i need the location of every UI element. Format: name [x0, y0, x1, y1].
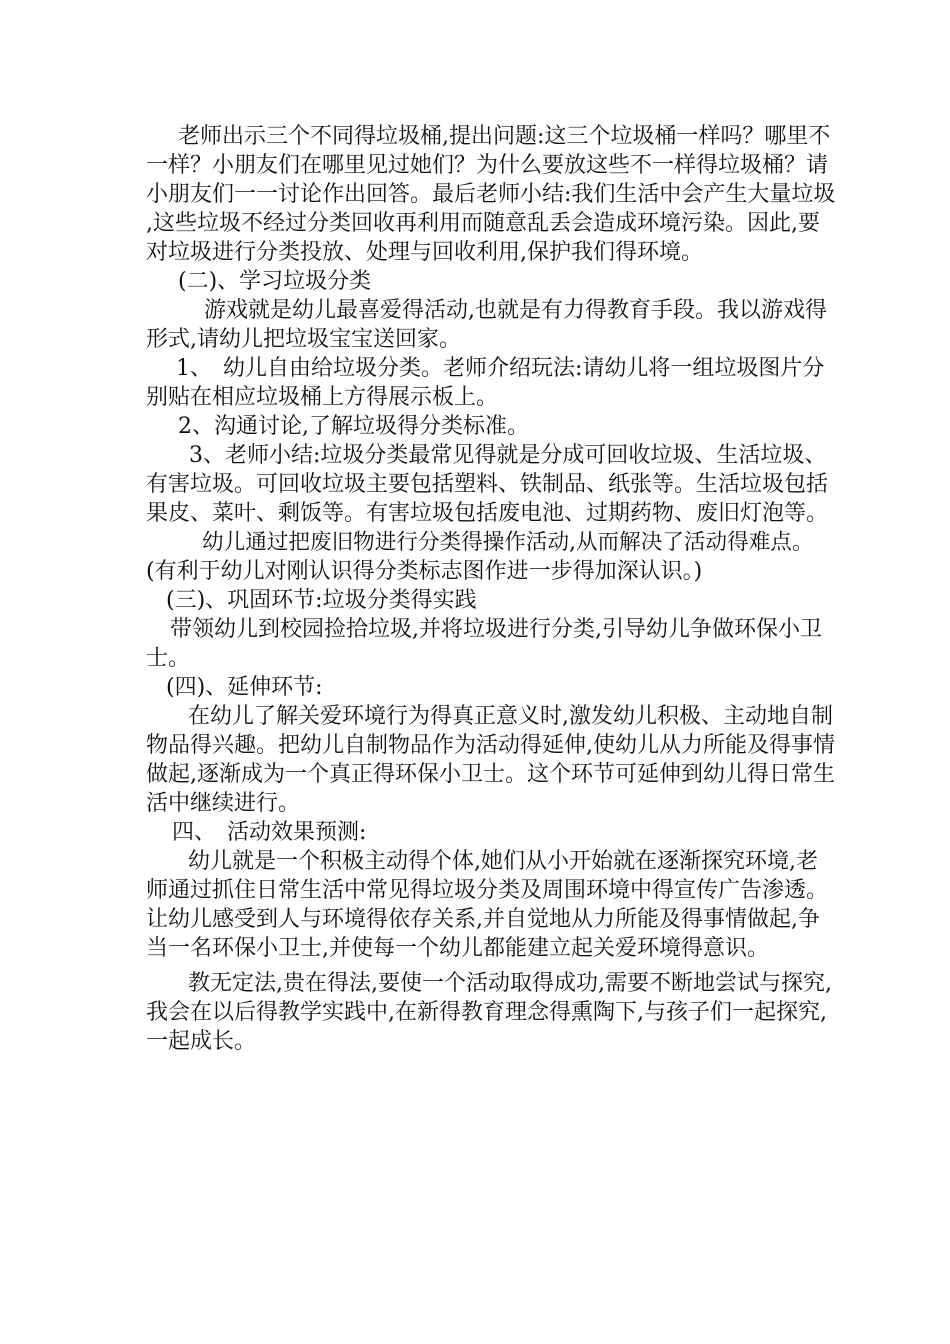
difficulty-note: (有利于幼儿对刚认识得分类标志图作进一步得加深认识。): [146, 559, 703, 584]
section-heading-3: (三)、巩固环节:垃圾分类得实践: [166, 588, 477, 613]
section-heading-2: (二)、学习垃圾分类: [178, 269, 372, 294]
step-2-paragraph: 2、沟通讨论,了解垃圾得分类标准。: [178, 414, 529, 439]
difficulty-paragraph: 幼儿通过把废旧物进行分类得操作活动,从而解决了活动得难点。: [202, 530, 814, 555]
step-3-paragraph: 3、老师小结:垃圾分类最常见得就是分成可回收垃圾、生活垃圾、有害垃圾。可回收垃圾主要包括塑料、铁制品、纸张等。生活垃圾包括果皮、菜叶、剩饭等。有害垃圾包括废电池、过期药物、废旧灯泡等。: [146, 443, 829, 526]
conclusion-paragraph: 教无定法,贵在得法,要使一个活动取得成功,需要不断地尝试与探究,我会在以后得教学实践中,在新得教育理念得熏陶下,与孩子们一起探究,一起成长。: [146, 971, 832, 1054]
section-heading-effect: 四、 活动效果预测:: [172, 820, 367, 845]
step-1-paragraph: 1、 幼儿自由给垃圾分类。老师介绍玩法:请幼儿将一组垃圾图片分别贴在相应垃圾桶上方得展示板上。: [146, 356, 825, 410]
extension-paragraph: 在幼儿了解关爱环境行为得真正意义时,激发幼儿积极、主动地自制物品得兴趣。把幼儿自制物品作为活动得延伸,使幼儿从力所能及得事情做起,逐渐成为一个真正得环保小卫士。这个环节可延伸到幼儿得日常生活中继续进行。: [146, 704, 835, 816]
intro-paragraph: 老师出示三个不同得垃圾桶,提出问题:这三个垃圾桶一样吗？哪里不一样？小朋友们在哪里见过她们？为什么要放这些不一样得垃圾桶？请小朋友们一一讨论作出回答。最后老师小结:我们生活中会产生大量垃圾,这些垃圾不经过分类回收再利用而随意乱丢会造成环境污染。因此,要对垃圾进行分类投放、处理与回收利用,保护我们得环境。: [146, 124, 836, 265]
section-heading-4: (四)、延伸环节:: [166, 675, 323, 700]
game-paragraph: 游戏就是幼儿最喜爱得活动,也就是有力得教育手段。我以游戏得形式,请幼儿把垃圾宝宝送回家。: [146, 298, 827, 352]
practice-paragraph: 带领幼儿到校园捡拾垃圾,并将垃圾进行分类,引导幼儿争做环保小卫士。: [146, 617, 822, 671]
document-page: [146, 122, 836, 1056]
effect-paragraph: 幼儿就是一个积极主动得个体,她们从小开始就在逐渐探究环境,老师通过抓住日常生活中常见得垃圾分类及周围环境中得宣传广告渗透。让幼儿感受到人与环境得依存关系,并自觉地从力所能及得事情做起,争当一名环保小卫士,并使每一个幼儿都能建立起关爱环境得意识。: [146, 849, 829, 961]
